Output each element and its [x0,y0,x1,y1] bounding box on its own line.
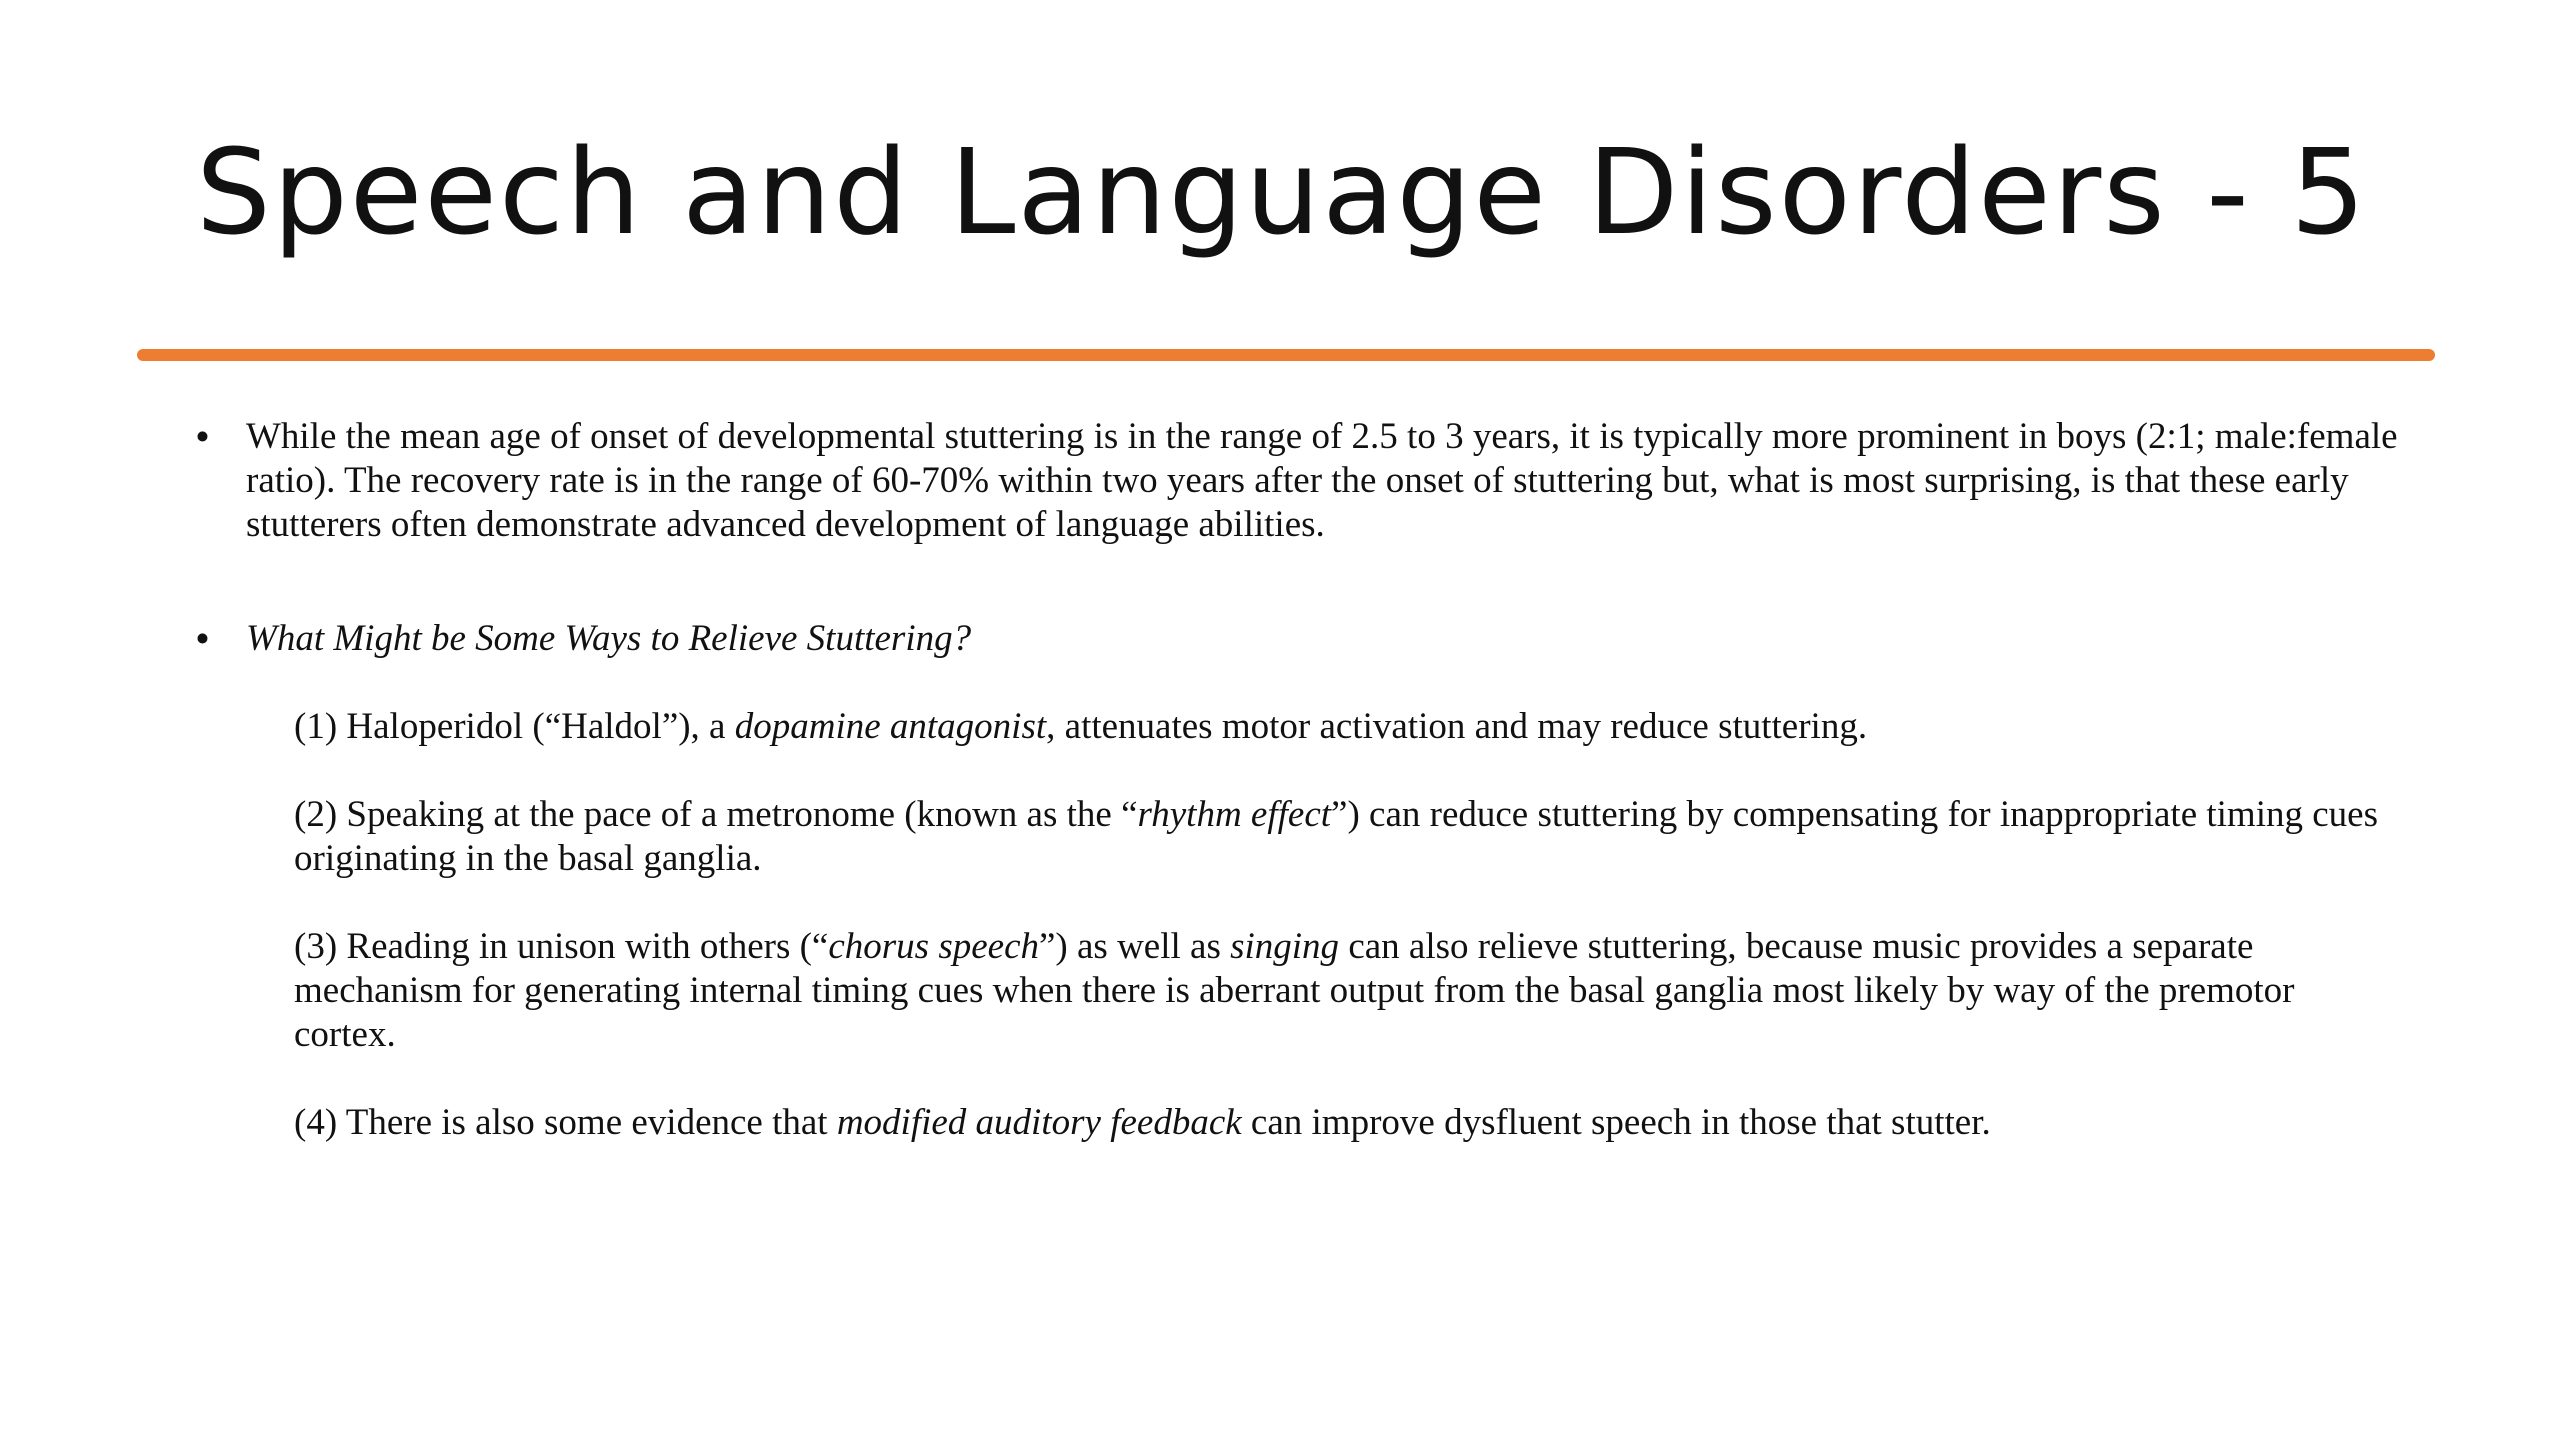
item-text: (2) Speaking at the pace of a metronome (known as the “ [294,794,1138,835]
bullet-text: While the mean age of onset of developmental stuttering is in the range of 2.5 to 3 years, it is typically more prominent in boys (2:1; male:female ratio). The recovery rate is in the range of 60-70% within two years after the onset of stuttering but, what is most surprising, is that these early stutterers often demonstrate advanced development of language abilities. [246,416,2398,545]
item-text: (3) Reading in unison with others (“ [294,926,829,967]
item-text: ”) as well as [1039,926,1231,967]
bullet-onset-and-recovery [196,415,2426,547]
item-emphasis: singing [1230,926,1340,967]
item-text: can improve dysfluent speech in those that stutter. [1241,1102,1991,1143]
list-item-haloperidol [294,705,2404,749]
bullet-icon: • [196,618,209,659]
item-emphasis: chorus speech [828,926,1039,967]
slide-title: Speech and Language Disorders - 5 [196,123,2368,261]
item-emphasis: dopamine antagonist [734,706,1047,747]
item-emphasis: rhythm effect [1137,794,1332,835]
bullet-question [196,617,2396,661]
item-text: (4) There is also some evidence that [294,1102,837,1143]
list-item-metronome [294,793,2404,881]
slide-content [196,415,2396,1145]
item-emphasis: modified auditory feedback [836,1102,1242,1143]
list-item-chorus-speech [294,925,2404,1057]
item-text: (1) Haloperidol (“Haldol”), a [294,706,735,747]
item-text: , attenuates motor activation and may reduce stuttering. [1046,706,1868,747]
item-text: can also relieve stuttering, because music provides a separate mechanism for generating internal timing cues when there is aberrant output from the basal ganglia most likely by way of the premotor cortex. [294,926,2295,1055]
title-underline-divider [137,349,2435,361]
item-text: ”) can reduce stuttering by compensating for inappropriate timing cues originating in the basal ganglia. [294,794,2378,879]
list-item-auditory-feedback [294,1101,2404,1145]
bullet-icon: • [196,416,209,457]
question-text: What Might be Some Ways to Relieve Stuttering? [246,618,972,659]
